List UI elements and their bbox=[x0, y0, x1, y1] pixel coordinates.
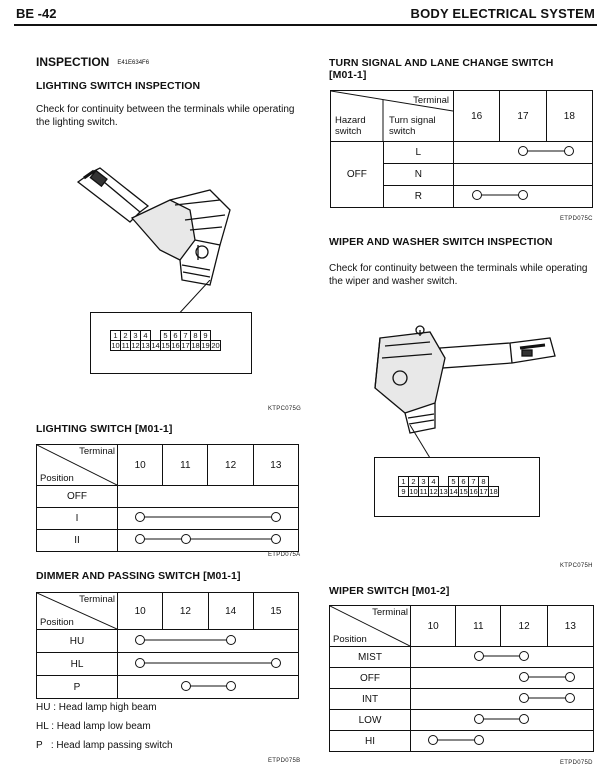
lighting-switch-table bbox=[36, 444, 299, 552]
terminal-label: Terminal bbox=[79, 594, 115, 605]
connector-pin: 14 bbox=[449, 487, 458, 496]
lighting-terminal-13: 13 bbox=[253, 445, 298, 486]
connector-pin: 7 bbox=[469, 477, 479, 487]
connector-pin: 9 bbox=[201, 331, 211, 341]
wiper-row-mist: MIST bbox=[330, 647, 411, 668]
wiper-row-off: OFF bbox=[330, 668, 411, 689]
wiper-terminal-11: 11 bbox=[456, 606, 501, 647]
connector-pin: 7 bbox=[181, 331, 191, 341]
connector-pin: 12 bbox=[429, 487, 438, 496]
connector-pin: 15 bbox=[161, 341, 170, 350]
turn-signal-table bbox=[330, 90, 593, 208]
connector-pin: 2 bbox=[409, 477, 419, 487]
continuity-line bbox=[454, 144, 592, 158]
connector-pin: 14 bbox=[151, 341, 160, 350]
connector-pin: 6 bbox=[459, 477, 469, 487]
connector-pin: 15 bbox=[459, 487, 468, 496]
terminal-label: Terminal bbox=[372, 607, 408, 618]
lighting-table-title: LIGHTING SWITCH [M01-1] bbox=[36, 423, 173, 435]
wiper-row-hi: HI bbox=[330, 731, 411, 752]
continuity-line bbox=[118, 633, 298, 647]
terminal-node bbox=[520, 693, 529, 702]
turn-label-line1: Turn signal bbox=[389, 115, 436, 126]
dimmer-terminal-12: 12 bbox=[163, 593, 208, 630]
lighting-text-line1: Check for continuity between the terminals while operating bbox=[36, 104, 295, 115]
dimmer-switch-table bbox=[36, 592, 299, 699]
connector-pin bbox=[151, 331, 161, 341]
dimmer-row-hu: HU bbox=[37, 630, 118, 653]
connector-pin: 9 bbox=[399, 487, 409, 497]
hazard-switch-label bbox=[335, 115, 366, 137]
connector-pin: 18 bbox=[489, 487, 498, 496]
turn-title-line1: TURN SIGNAL AND LANE CHANGE SWITCH bbox=[329, 57, 554, 69]
connector-pin: 2 bbox=[121, 331, 131, 341]
table-row bbox=[37, 676, 299, 699]
terminal-node bbox=[520, 651, 529, 660]
connector-pin bbox=[439, 477, 449, 487]
turn-table-title bbox=[329, 57, 553, 81]
turn-table-code: ETPD075C bbox=[560, 216, 593, 222]
terminal-node bbox=[520, 714, 529, 723]
connector-pin: 16 bbox=[171, 341, 180, 350]
continuity-line bbox=[411, 733, 593, 747]
wiper-figure-code: KTPC075H bbox=[560, 563, 593, 569]
table-row bbox=[330, 731, 594, 752]
continuity-cell bbox=[411, 668, 594, 689]
terminal-node bbox=[429, 735, 438, 744]
terminal-node bbox=[520, 672, 529, 681]
lighting-table-code: ETPD075A bbox=[268, 552, 301, 558]
continuity-line bbox=[118, 510, 298, 524]
connector-pin: 17 bbox=[181, 341, 190, 350]
lighting-row-off: OFF bbox=[37, 486, 118, 508]
turn-terminal-16: 16 bbox=[454, 91, 500, 142]
continuity-cell bbox=[118, 676, 299, 699]
connector-pin: 3 bbox=[419, 477, 429, 487]
dimmer-legend-hl: HL : Head lamp low beam bbox=[36, 721, 151, 732]
terminal-node bbox=[565, 147, 574, 156]
inspection-title: INSPECTION bbox=[36, 55, 110, 69]
continuity-cell bbox=[118, 630, 299, 653]
continuity-line bbox=[118, 532, 298, 546]
turn-terminal-18: 18 bbox=[546, 91, 592, 142]
connector-pin: 1 bbox=[111, 331, 121, 341]
connector-pin: 19 bbox=[201, 341, 210, 350]
turn-terminal-17: 17 bbox=[500, 91, 546, 142]
terminal-node bbox=[182, 681, 191, 690]
terminal-node bbox=[566, 672, 575, 681]
continuity-line bbox=[411, 670, 593, 684]
terminal-node bbox=[475, 651, 484, 660]
turn-row-r: R bbox=[383, 186, 453, 208]
hazard-line1: Hazard bbox=[335, 115, 366, 126]
wiper-terminal-13: 13 bbox=[547, 606, 593, 647]
connector-pin: 8 bbox=[191, 331, 201, 341]
terminal-node bbox=[272, 513, 281, 522]
wiper-row-low: LOW bbox=[330, 710, 411, 731]
dimmer-header-cell bbox=[37, 593, 118, 630]
hazard-line2: switch bbox=[335, 126, 362, 137]
terminal-node bbox=[136, 658, 145, 667]
terminal-node bbox=[473, 191, 482, 200]
lighting-figure-code: KTPC075G bbox=[268, 406, 302, 412]
dimmer-row-p: P bbox=[37, 676, 118, 699]
continuity-cell bbox=[454, 142, 593, 164]
connector-pin: 3 bbox=[131, 331, 141, 341]
connector-pin: 16 bbox=[469, 487, 478, 496]
position-label: Position bbox=[40, 617, 74, 628]
page-number: BE -42 bbox=[16, 6, 57, 21]
wiper-table-code: ETPD075D bbox=[560, 760, 593, 766]
continuity-cell bbox=[411, 689, 594, 710]
section-title: BODY ELECTRICAL SYSTEM bbox=[410, 6, 595, 21]
terminal-node bbox=[227, 681, 236, 690]
table-row bbox=[37, 653, 299, 676]
connector-pin: 8 bbox=[479, 477, 489, 487]
wiper-header-cell bbox=[330, 606, 411, 647]
connector-pin: 20 bbox=[211, 341, 220, 350]
continuity-line bbox=[454, 188, 592, 202]
wiper-switch-table bbox=[329, 605, 594, 752]
wiper-connector-leader bbox=[400, 425, 440, 460]
turn-signal-switch-label bbox=[389, 115, 436, 137]
position-label: Position bbox=[40, 473, 74, 484]
terminal-node bbox=[182, 535, 191, 544]
table-row bbox=[37, 486, 299, 508]
turn-title-line2: [M01-1] bbox=[329, 69, 367, 81]
dimmer-legend-hu: HU : Head lamp high beam bbox=[36, 702, 157, 713]
wiper-terminal-12: 12 bbox=[501, 606, 547, 647]
continuity-cell bbox=[411, 731, 594, 752]
position-label: Position bbox=[333, 634, 367, 645]
continuity-cell bbox=[411, 647, 594, 668]
dimmer-table-title: DIMMER AND PASSING SWITCH [M01-1] bbox=[36, 570, 241, 582]
dimmer-row-hl: HL bbox=[37, 653, 118, 676]
lighting-inspection-text bbox=[36, 103, 294, 129]
terminal-node bbox=[519, 147, 528, 156]
wiper-terminal-10: 10 bbox=[411, 606, 456, 647]
wiper-inspection-text bbox=[329, 262, 587, 288]
wiper-connector-pins bbox=[398, 476, 499, 497]
turn-row-n: N bbox=[383, 164, 453, 186]
lighting-connector-pins bbox=[110, 330, 221, 351]
continuity-line bbox=[411, 691, 593, 705]
wiper-row-int: INT bbox=[330, 689, 411, 710]
connector-pin: 11 bbox=[419, 487, 428, 496]
lighting-header-cell bbox=[37, 445, 118, 486]
header-rule bbox=[14, 24, 597, 26]
turn-row-l: L bbox=[383, 142, 453, 164]
table-row bbox=[37, 530, 299, 552]
connector-pin: 10 bbox=[409, 487, 418, 496]
connector-pin: 10 bbox=[111, 341, 120, 350]
lighting-row-ii: II bbox=[37, 530, 118, 552]
table-row bbox=[37, 630, 299, 653]
terminal-node bbox=[566, 693, 575, 702]
connector-pin: 11 bbox=[121, 341, 130, 350]
terminal-node bbox=[272, 658, 281, 667]
terminal-label: Terminal bbox=[413, 95, 449, 106]
turn-header-cell bbox=[331, 91, 454, 142]
continuity-cell bbox=[118, 530, 299, 552]
lighting-inspection-title: LIGHTING SWITCH INSPECTION bbox=[36, 80, 201, 92]
connector-pin: 13 bbox=[439, 487, 448, 496]
connector-pin: 6 bbox=[171, 331, 181, 341]
inspection-code: E41E634F6 bbox=[117, 59, 150, 66]
terminal-node bbox=[227, 635, 236, 644]
table-row bbox=[37, 508, 299, 530]
table-row bbox=[330, 710, 594, 731]
continuity-line bbox=[411, 649, 593, 663]
hazard-value: OFF bbox=[331, 142, 384, 208]
table-row bbox=[330, 647, 594, 668]
table-row bbox=[331, 142, 593, 164]
dimmer-table-code: ETPD075B bbox=[268, 758, 301, 764]
table-row bbox=[330, 668, 594, 689]
wiper-switch-illustration bbox=[360, 318, 560, 448]
continuity-cell bbox=[411, 710, 594, 731]
lighting-terminal-12: 12 bbox=[208, 445, 253, 486]
wiper-text-line2: the wiper and washer switch. bbox=[329, 276, 458, 287]
dimmer-terminal-15: 15 bbox=[253, 593, 298, 630]
connector-pin: 1 bbox=[399, 477, 409, 487]
lighting-row-i: I bbox=[37, 508, 118, 530]
continuity-line bbox=[411, 712, 593, 726]
connector-pin: 5 bbox=[449, 477, 459, 487]
terminal-node bbox=[519, 191, 528, 200]
table-row bbox=[330, 689, 594, 710]
connector-pin: 12 bbox=[131, 341, 140, 350]
continuity-cell bbox=[454, 164, 593, 186]
dimmer-terminal-14: 14 bbox=[208, 593, 253, 630]
dimmer-terminal-10: 10 bbox=[118, 593, 163, 630]
terminal-node bbox=[136, 513, 145, 522]
terminal-label: Terminal bbox=[79, 446, 115, 457]
turn-label-line2: switch bbox=[389, 126, 416, 137]
connector-pin: 17 bbox=[479, 487, 488, 496]
terminal-node bbox=[475, 735, 484, 744]
connector-pin: 18 bbox=[191, 341, 200, 350]
lighting-terminal-11: 11 bbox=[163, 445, 208, 486]
continuity-cell bbox=[118, 508, 299, 530]
lighting-terminal-10: 10 bbox=[118, 445, 163, 486]
connector-pin: 5 bbox=[161, 331, 171, 341]
dimmer-legend-p: P : Head lamp passing switch bbox=[36, 740, 173, 751]
continuity-line bbox=[118, 679, 298, 693]
connector-pin: 4 bbox=[429, 477, 439, 487]
terminal-node bbox=[475, 714, 484, 723]
continuity-line bbox=[118, 656, 298, 670]
wiper-inspection-title: WIPER AND WASHER SWITCH INSPECTION bbox=[329, 236, 553, 248]
inspection-heading bbox=[36, 55, 149, 69]
lighting-text-line2: the lighting switch. bbox=[36, 117, 118, 128]
terminal-node bbox=[136, 535, 145, 544]
continuity-cell bbox=[118, 653, 299, 676]
wiper-table-title: WIPER SWITCH [M01-2] bbox=[329, 585, 450, 597]
terminal-node bbox=[136, 635, 145, 644]
terminal-node bbox=[272, 535, 281, 544]
wiper-text-line1: Check for continuity between the terminals while operating bbox=[329, 263, 588, 274]
connector-pin: 13 bbox=[141, 341, 150, 350]
connector-pin: 4 bbox=[141, 331, 151, 341]
continuity-cell bbox=[454, 186, 593, 208]
continuity-cell bbox=[118, 486, 299, 508]
